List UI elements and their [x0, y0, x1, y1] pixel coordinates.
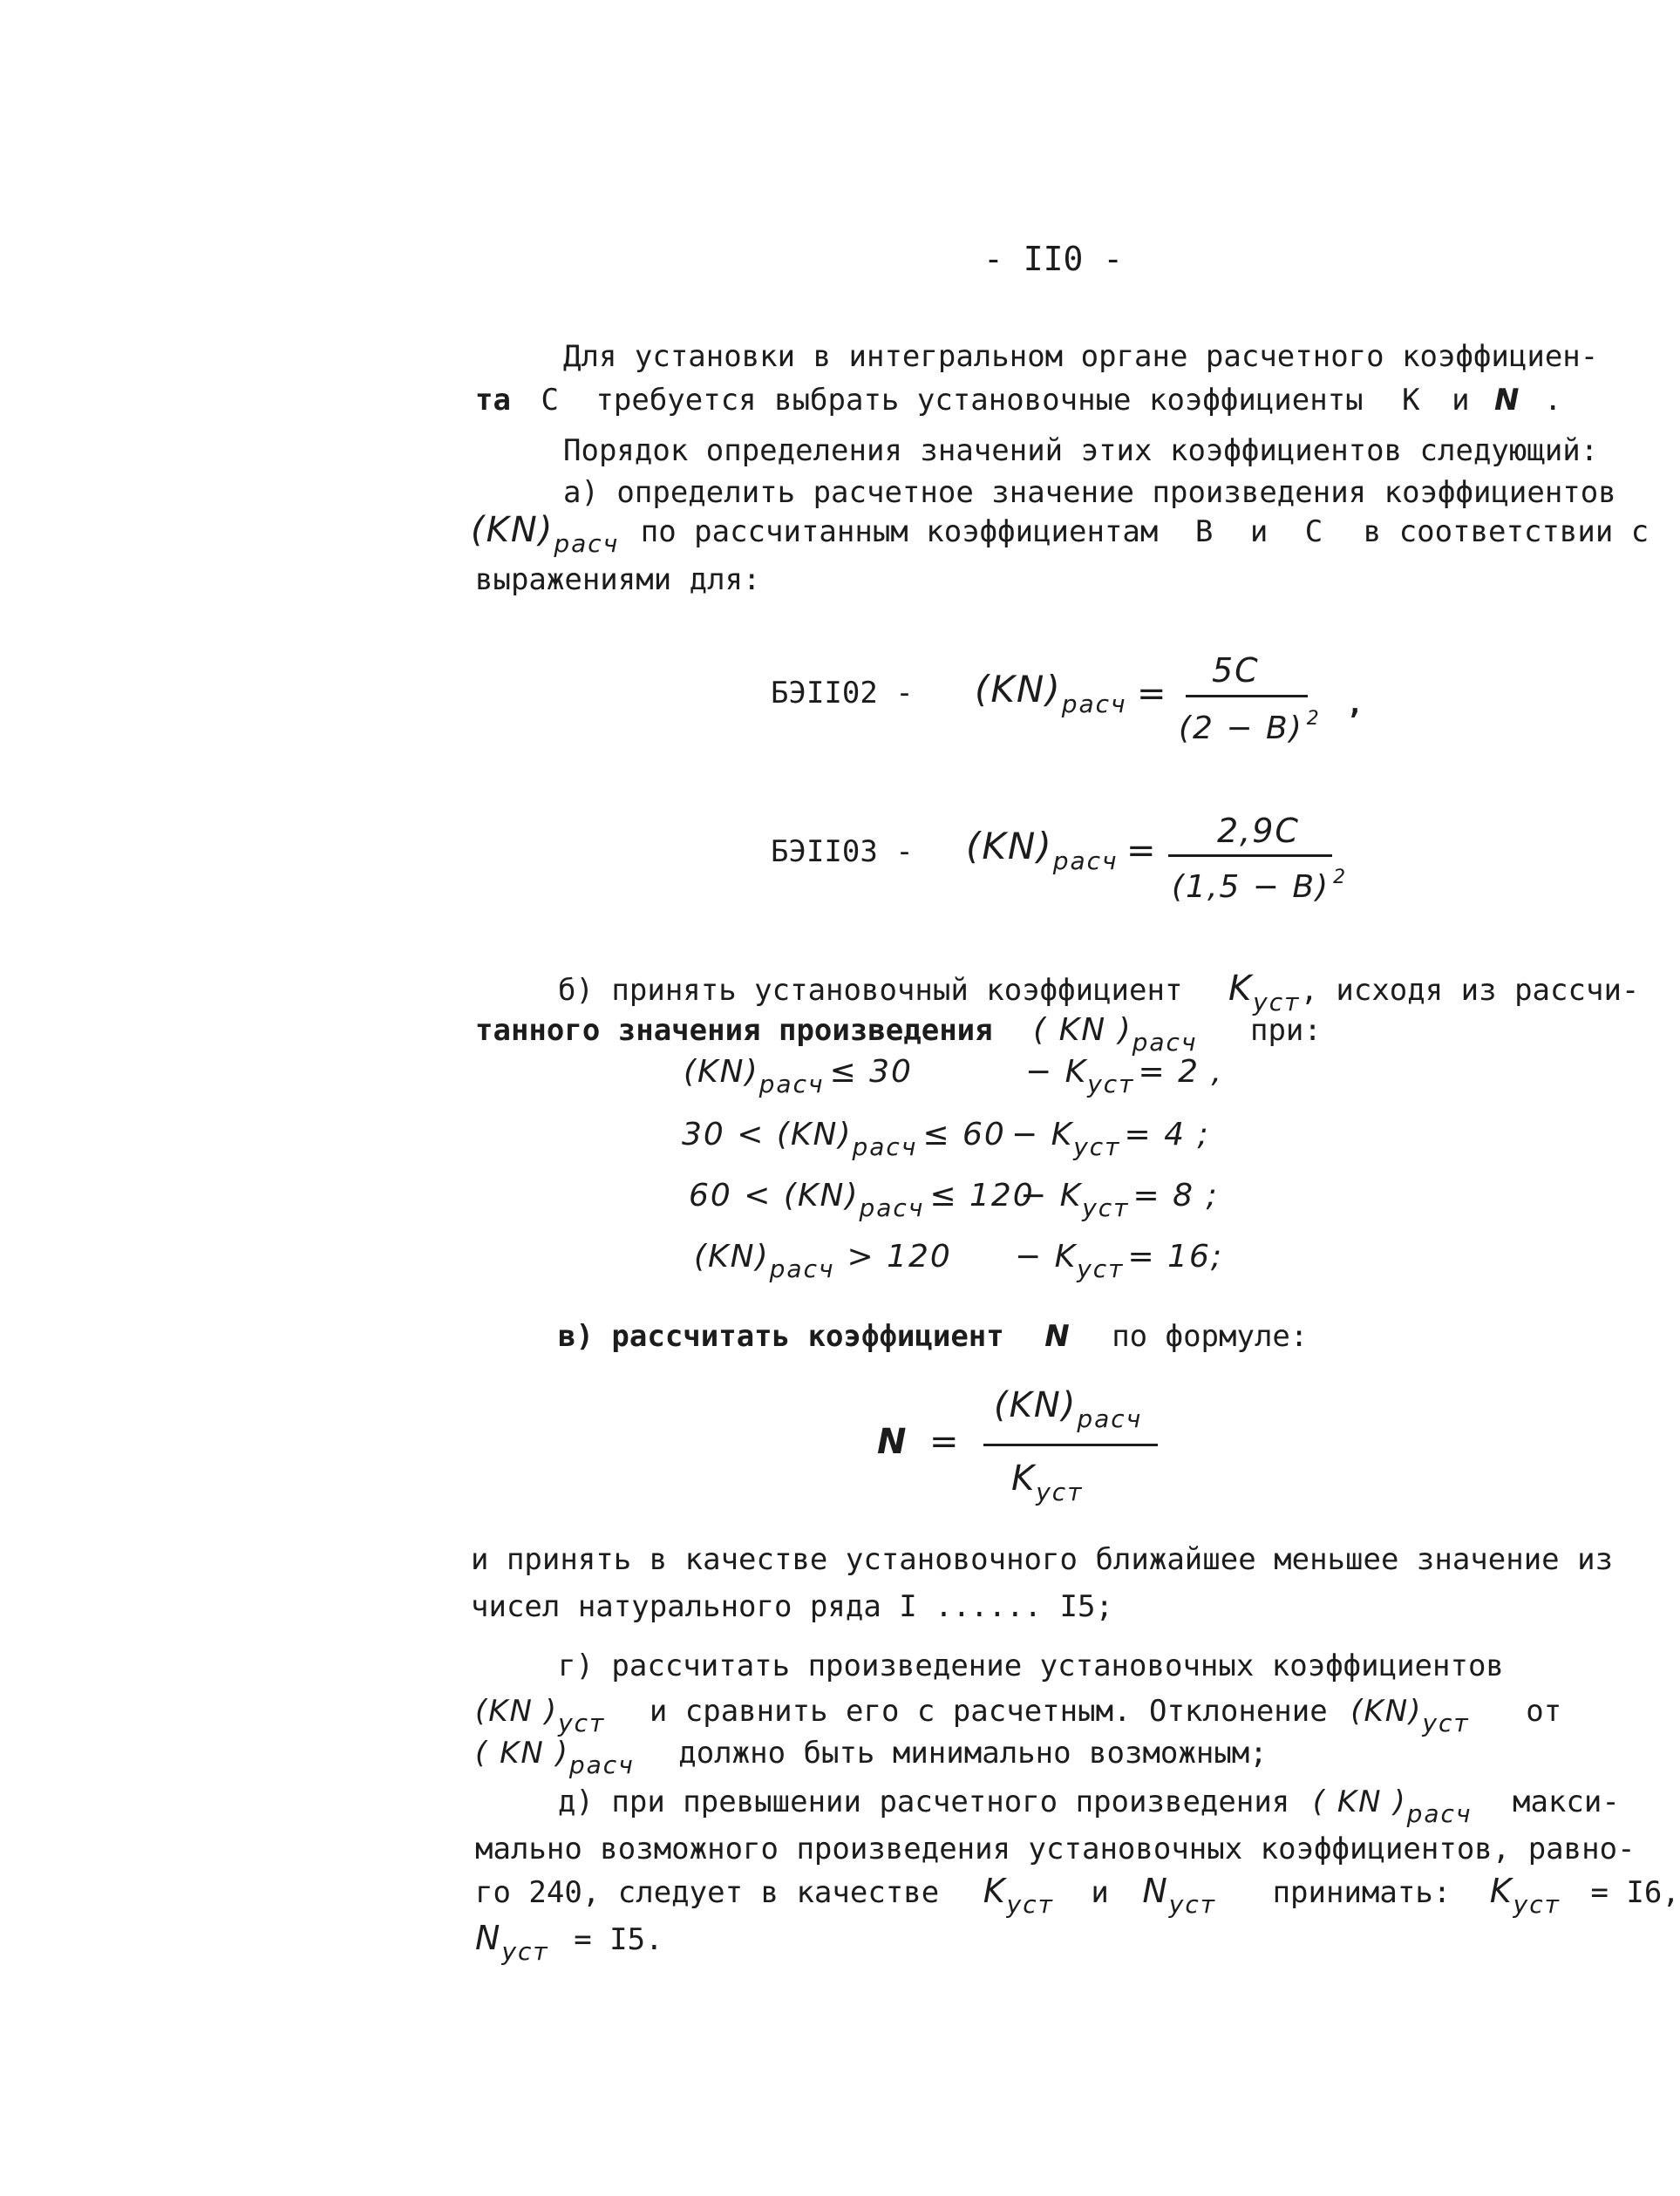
item-e-n2-val: = I5. — [574, 1922, 663, 1957]
item-d-kn1: (KN ) — [475, 1694, 559, 1729]
formula1-lhs-kn: (KN) — [975, 668, 1062, 710]
item-a-c: С — [1304, 514, 1323, 549]
formula3-eq: = — [929, 1422, 961, 1462]
para1-ta: та — [475, 383, 511, 418]
para2: Порядок определения значений этих коэффициентов следующий: — [563, 433, 1599, 468]
item-d-kn3: ( KN ) — [475, 1736, 569, 1771]
item-d-kn2-sub: уст — [1422, 1709, 1470, 1737]
item-a-text: по рассчитанным коэффициентам — [640, 514, 1159, 549]
result-3 — [1020, 1178, 1219, 1222]
item-d-line1: г) рассчитать произведение установочных коэффициентов — [558, 1649, 1504, 1683]
item-c-line1 — [558, 1319, 1309, 1354]
item-a-and: и — [1249, 514, 1269, 549]
formula2-lhs-kn: (KN) — [966, 825, 1053, 867]
item-d-kn2: (KN) — [1350, 1694, 1423, 1729]
result-1 — [1025, 1054, 1223, 1098]
item-e-kn-sub: расч — [1406, 1799, 1473, 1828]
result-4-tail: = 16; — [1127, 1239, 1224, 1275]
formula1-power: 2 — [1306, 708, 1321, 730]
item-a-b: В — [1194, 514, 1214, 549]
item-c-end: по формуле: — [1112, 1319, 1309, 1354]
para1-k: К — [1402, 383, 1420, 418]
condition-2-kn: 30 < (KN) — [682, 1117, 853, 1152]
formula2-eq: = — [1126, 831, 1158, 871]
item-e-and: и — [1091, 1875, 1109, 1910]
item-e-n2: N — [475, 1919, 502, 1957]
formula1-eq: = — [1137, 674, 1168, 714]
condition-4-tail: > 120 — [847, 1239, 952, 1275]
result-4-sub: уст — [1077, 1254, 1125, 1283]
para1-n: N — [1494, 383, 1521, 418]
condition-2-tail: ≤ 60 — [922, 1117, 1006, 1152]
para1-and: и — [1452, 383, 1470, 418]
item-a-line2 — [471, 510, 1649, 558]
item-e-k: K — [983, 1872, 1007, 1910]
item-a-line1: а) определить расчетное значение произведения коэффициентов — [563, 475, 1616, 510]
item-e-kn: ( KN ) — [1312, 1785, 1407, 1819]
formula2-fraction-bar — [1168, 854, 1332, 857]
item-a-end: в соответствии с — [1363, 514, 1649, 549]
formula2-numerator: 2,9C — [1217, 812, 1300, 850]
formula2-lhs — [966, 825, 1119, 875]
condition-1-tail: ≤ 30 — [829, 1054, 913, 1090]
para3-line2: чисел натурального ряда I ...... I5; — [471, 1589, 1113, 1624]
item-d-text2: и сравнить его с расчетным. Отклонение — [649, 1694, 1328, 1729]
item-d-end2: от — [1526, 1694, 1562, 1729]
item-b-text2: танного значения произведения — [475, 1013, 993, 1048]
item-b-k: K — [1228, 969, 1254, 1009]
item-e-mid: принимать: — [1272, 1875, 1452, 1910]
result-2-sub: уст — [1073, 1132, 1121, 1161]
condition-4 — [694, 1239, 952, 1283]
result-3-k: − K — [1020, 1178, 1083, 1214]
page-number: - II0 - — [983, 240, 1124, 278]
formula3-numerator-kn: (KN) — [994, 1385, 1078, 1425]
result-2-k: − K — [1011, 1117, 1074, 1152]
condition-2-sub: расч — [852, 1132, 918, 1161]
condition-2 — [682, 1117, 1006, 1161]
condition-3-kn: 60 < (KN) — [689, 1178, 860, 1214]
item-e-line2: мально возможного произведения установочных коэффициентов, равно- — [475, 1832, 1636, 1866]
result-4 — [1015, 1239, 1224, 1283]
formula1-denominator — [1179, 708, 1321, 746]
item-d-kn3-sub: расч — [568, 1751, 635, 1779]
item-e-text3: го 240, следует в качестве — [475, 1875, 940, 1910]
item-c-n: N — [1044, 1319, 1071, 1354]
condition-3-tail: ≤ 120 — [929, 1178, 1035, 1214]
formula2-denominator-text: (1,5 − B) — [1172, 869, 1330, 905]
result-1-k: − K — [1025, 1054, 1088, 1090]
item-e-n-sub: уст — [1168, 1890, 1217, 1919]
formula3-denominator — [1011, 1458, 1084, 1506]
item-e-k2: K — [1489, 1872, 1513, 1910]
condition-1-sub: расч — [758, 1070, 825, 1098]
formula2-lhs-sub: расч — [1052, 846, 1119, 875]
result-1-sub: уст — [1087, 1070, 1135, 1098]
item-e-k2-sub: уст — [1513, 1890, 1561, 1919]
item-e-k2-val: = I6, — [1590, 1875, 1680, 1910]
result-1-tail: = 2 , — [1138, 1054, 1223, 1090]
para1-mid: требуется выбрать установочные коэффициенты — [595, 383, 1364, 418]
item-a-line3: выражениями для: — [475, 562, 761, 597]
para1-line2 — [475, 383, 1562, 418]
para1-c: С — [541, 383, 559, 418]
item-a-kn-sub: расч — [554, 529, 620, 558]
condition-1-kn: (KN) — [684, 1054, 759, 1090]
para1-end: . — [1543, 383, 1562, 418]
condition-3 — [689, 1178, 1035, 1222]
formula1-lhs-sub: расч — [1061, 690, 1127, 718]
result-2-tail: = 4 ; — [1124, 1117, 1210, 1152]
item-b-end2: при: — [1249, 1013, 1322, 1048]
item-e-end1: макси- — [1512, 1785, 1620, 1819]
item-e-line1 — [558, 1785, 1620, 1828]
item-e-text1: д) при превышении расчетного произведения — [558, 1785, 1290, 1819]
item-b-line1 — [558, 969, 1640, 1016]
formula2-label: БЭII03 - — [771, 834, 914, 869]
formula1-label: БЭII02 - — [771, 676, 914, 710]
formula3-fraction-bar — [983, 1444, 1158, 1446]
item-d-line3 — [475, 1736, 1268, 1779]
condition-4-kn: (KN) — [694, 1239, 770, 1275]
item-e-line4 — [475, 1919, 663, 1966]
item-e-k-sub: уст — [1006, 1890, 1054, 1919]
item-e-line3 — [475, 1872, 1680, 1919]
item-c-text: в) рассчитать коэффициент — [558, 1319, 1004, 1354]
item-d-kn1-sub: уст — [558, 1709, 606, 1737]
result-2 — [1011, 1117, 1210, 1161]
result-4-k: − K — [1015, 1239, 1078, 1275]
item-b-kn: ( KN ) — [1033, 1012, 1132, 1048]
para3-line1: и принять в качестве установочного ближайшее меньшее значение из — [471, 1542, 1614, 1577]
formula3-denominator-k: K — [1011, 1458, 1037, 1499]
item-e-n: N — [1142, 1872, 1169, 1910]
condition-4-sub: расч — [769, 1254, 835, 1283]
item-b-line2 — [475, 1012, 1322, 1057]
formula1-fraction-bar — [1186, 695, 1308, 697]
formula1-trail: , — [1346, 686, 1364, 721]
condition-1 — [684, 1054, 913, 1098]
result-3-sub: уст — [1082, 1193, 1130, 1222]
item-b-kn-sub: расч — [1132, 1028, 1198, 1057]
item-a-kn: (KN) — [471, 510, 554, 550]
result-3-tail: = 8 ; — [1132, 1178, 1219, 1214]
formula1-lhs — [975, 668, 1127, 718]
item-b-k-sub: уст — [1253, 988, 1301, 1016]
item-b-end: , исходя из рассчи- — [1300, 973, 1640, 1008]
formula1-denominator-text: (2 − B) — [1179, 710, 1303, 746]
formula2-power: 2 — [1333, 867, 1348, 888]
formula1-numerator: 5C — [1212, 651, 1260, 690]
formula3-lhs: N — [877, 1422, 908, 1462]
item-b-text: б) принять установочный коэффициент — [558, 973, 1183, 1008]
condition-3-sub: расч — [859, 1193, 925, 1222]
para1-line1: Для установки в интегральном органе расчетного коэффициен- — [563, 339, 1599, 374]
item-e-n2-sub: уст — [501, 1937, 549, 1966]
formula3-denominator-sub: уст — [1036, 1478, 1084, 1506]
formula3-numerator — [994, 1385, 1143, 1433]
formula3-numerator-sub: расч — [1077, 1404, 1143, 1433]
formula2-denominator — [1172, 867, 1348, 905]
item-d-text3: должно быть минимально возможным; — [678, 1736, 1268, 1771]
item-d-line2 — [475, 1694, 1562, 1737]
